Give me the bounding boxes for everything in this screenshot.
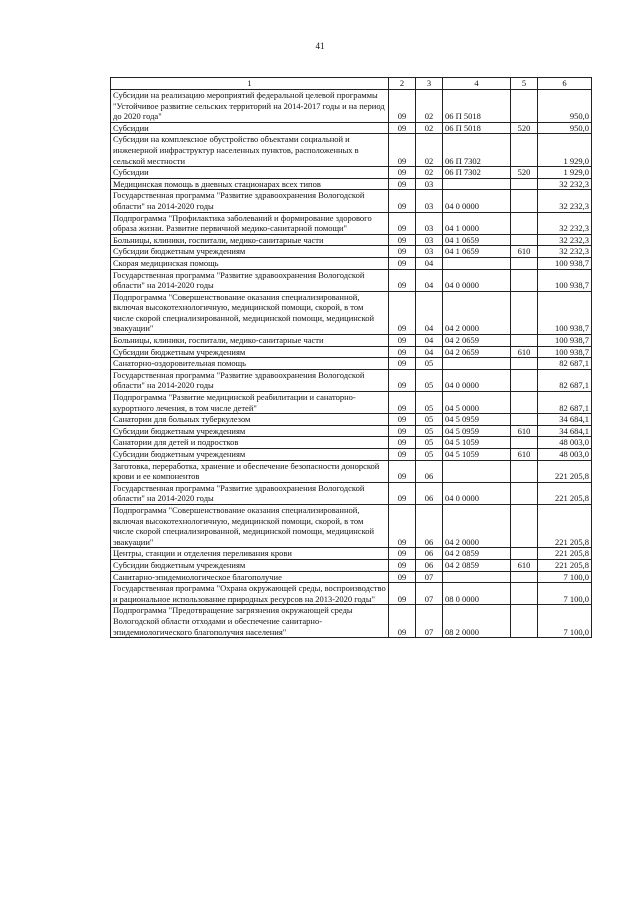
row-target-article: 04 2 0659 — [443, 346, 511, 358]
page-number: 41 — [315, 41, 325, 51]
row-amount: 32 232,3 — [538, 190, 592, 212]
row-amount: 82 687,1 — [538, 369, 592, 391]
row-expense-type — [511, 291, 538, 334]
row-expense-type: 520 — [511, 122, 538, 134]
row-target-article: 08 2 0000 — [443, 605, 511, 638]
row-target-article: 04 2 0000 — [443, 504, 511, 547]
row-name: Санатории для больных туберкулезом — [111, 414, 389, 426]
row-section: 09 — [389, 134, 416, 167]
row-amount: 32 232,3 — [538, 234, 592, 246]
row-target-article: 04 2 0859 — [443, 559, 511, 571]
row-expense-type — [511, 605, 538, 638]
row-amount: 34 684,1 — [538, 425, 592, 437]
row-expense-type — [511, 369, 538, 391]
row-amount: 100 938,7 — [538, 257, 592, 269]
row-target-article: 04 2 0000 — [443, 291, 511, 334]
table-row — [111, 346, 592, 358]
row-name: Больницы, клиники, госпитали, медико-санитарные части — [111, 234, 389, 246]
table-row — [111, 548, 592, 560]
row-subsection: 07 — [416, 605, 443, 638]
row-target-article: 06 П 7302 — [443, 167, 511, 179]
row-expense-type — [511, 90, 538, 123]
row-expense-type — [511, 190, 538, 212]
table-row — [111, 425, 592, 437]
row-name: Больницы, клиники, госпитали, медико-санитарные части — [111, 335, 389, 347]
row-section: 09 — [389, 257, 416, 269]
row-section: 09 — [389, 414, 416, 426]
table-row — [111, 583, 592, 605]
row-subsection: 02 — [416, 90, 443, 123]
row-amount: 950,0 — [538, 90, 592, 123]
row-expense-type — [511, 234, 538, 246]
table-row — [111, 414, 592, 426]
row-name: Подпрограмма "Профилактика заболеваний и формирование здорового образа жизни. Развитие первичной медико-санитарной помощи" — [111, 212, 389, 234]
row-section: 09 — [389, 548, 416, 560]
row-name: Скорая медицинская помощь — [111, 257, 389, 269]
row-name: Санатории для детей и подростков — [111, 437, 389, 449]
row-section: 09 — [389, 571, 416, 583]
row-section: 09 — [389, 167, 416, 179]
row-subsection: 06 — [416, 504, 443, 547]
table-row — [111, 392, 592, 414]
row-subsection: 03 — [416, 212, 443, 234]
row-expense-type: 520 — [511, 167, 538, 179]
row-name: Субсидии бюджетным учреждениям — [111, 425, 389, 437]
row-name: Субсидии — [111, 167, 389, 179]
row-target-article: 04 1 0659 — [443, 246, 511, 258]
row-amount: 82 687,1 — [538, 358, 592, 370]
row-name: Субсидии на комплексное обустройство объектами социальной и инженерной инфраструктур населенных пунктов, расположенных в сельской местности — [111, 134, 389, 167]
table-body — [111, 90, 592, 638]
row-target-article — [443, 358, 511, 370]
row-expense-type — [511, 178, 538, 190]
row-target-article: 06 П 5018 — [443, 90, 511, 123]
header-row — [111, 78, 592, 90]
row-target-article — [443, 571, 511, 583]
table-row — [111, 605, 592, 638]
row-expense-type — [511, 583, 538, 605]
table-row — [111, 482, 592, 504]
row-name: Подпрограмма "Совершенствование оказания специализированной, включая высокотехнологичную, медицинской помощи, скорой, в том числе скорой специализированной, медицинской помощи, медицинской эвакуации" — [111, 504, 389, 547]
row-section: 09 — [389, 212, 416, 234]
table-row — [111, 559, 592, 571]
row-amount: 7 100,0 — [538, 605, 592, 638]
row-section: 09 — [389, 559, 416, 571]
header-col-1: 1 — [111, 78, 389, 90]
table-row — [111, 178, 592, 190]
row-amount: 100 938,7 — [538, 291, 592, 334]
table-row — [111, 291, 592, 334]
row-section: 09 — [389, 460, 416, 482]
row-section: 09 — [389, 346, 416, 358]
row-target-article: 04 5 0959 — [443, 425, 511, 437]
row-amount: 100 938,7 — [538, 346, 592, 358]
header-col-5: 5 — [511, 78, 538, 90]
row-name: Субсидии на реализацию мероприятий федеральной целевой программы "Устойчивое развитие сельских территорий на 2014-2017 годы и на период до 2020 года" — [111, 90, 389, 123]
row-section: 09 — [389, 392, 416, 414]
row-section: 09 — [389, 482, 416, 504]
row-subsection: 04 — [416, 346, 443, 358]
row-target-article: 04 1 0000 — [443, 212, 511, 234]
row-amount: 221 205,8 — [538, 504, 592, 547]
row-expense-type — [511, 335, 538, 347]
row-subsection: 03 — [416, 246, 443, 258]
row-section: 09 — [389, 425, 416, 437]
row-name: Центры, станции и отделения переливания крови — [111, 548, 389, 560]
row-subsection: 05 — [416, 437, 443, 449]
row-amount: 48 003,0 — [538, 449, 592, 461]
row-target-article: 08 0 0000 — [443, 583, 511, 605]
row-expense-type — [511, 437, 538, 449]
row-expense-type: 610 — [511, 346, 538, 358]
row-amount: 100 938,7 — [538, 335, 592, 347]
table-row — [111, 190, 592, 212]
row-amount: 34 684,1 — [538, 414, 592, 426]
table-row — [111, 449, 592, 461]
table-row — [111, 335, 592, 347]
row-name: Субсидии бюджетным учреждениям — [111, 346, 389, 358]
row-name: Субсидии бюджетным учреждениям — [111, 449, 389, 461]
row-section: 09 — [389, 369, 416, 391]
table-row — [111, 504, 592, 547]
row-section: 09 — [389, 358, 416, 370]
row-name: Медицинская помощь в дневных стационарах всех типов — [111, 178, 389, 190]
row-name: Подпрограмма "Совершенствование оказания специализированной, включая высокотехнологичную, медицинской помощи, скорой, в том числе скорой специализированной, медицинской помощи, медицинской эвакуации" — [111, 291, 389, 334]
row-target-article: 04 2 0859 — [443, 548, 511, 560]
row-expense-type — [511, 414, 538, 426]
row-target-article: 04 0 0000 — [443, 482, 511, 504]
row-subsection: 07 — [416, 583, 443, 605]
row-amount: 1 929,0 — [538, 167, 592, 179]
row-subsection: 03 — [416, 190, 443, 212]
table-row — [111, 90, 592, 123]
row-subsection: 06 — [416, 460, 443, 482]
row-expense-type — [511, 392, 538, 414]
row-target-article: 04 2 0659 — [443, 335, 511, 347]
row-expense-type — [511, 571, 538, 583]
row-target-article — [443, 257, 511, 269]
row-amount: 7 100,0 — [538, 571, 592, 583]
row-subsection: 04 — [416, 257, 443, 269]
row-section: 09 — [389, 504, 416, 547]
row-name: Подпрограмма "Развитие медицинской реабилитации и санаторно-курортного лечения, в том числе детей" — [111, 392, 389, 414]
row-expense-type: 610 — [511, 559, 538, 571]
row-name: Государственная программа "Охрана окружающей среды, воспроизводство и рациональное использование природных ресурсов на 2013-2020 годы" — [111, 583, 389, 605]
table-row — [111, 460, 592, 482]
row-expense-type: 610 — [511, 449, 538, 461]
row-section: 09 — [389, 178, 416, 190]
row-name: Субсидии бюджетным учреждениям — [111, 246, 389, 258]
row-amount: 100 938,7 — [538, 269, 592, 291]
row-target-article — [443, 460, 511, 482]
row-target-article: 04 1 0659 — [443, 234, 511, 246]
row-target-article: 04 5 0000 — [443, 392, 511, 414]
row-target-article: 04 0 0000 — [443, 190, 511, 212]
row-name: Государственная программа "Развитие здравоохранения Вологодской области" на 2014-2020 годы — [111, 482, 389, 504]
table-row — [111, 167, 592, 179]
row-amount: 221 205,8 — [538, 548, 592, 560]
table-row — [111, 122, 592, 134]
row-name: Государственная программа "Развитие здравоохранения Вологодской области" на 2014-2020 годы — [111, 369, 389, 391]
row-amount: 221 205,8 — [538, 482, 592, 504]
row-expense-type — [511, 212, 538, 234]
row-amount: 7 100,0 — [538, 583, 592, 605]
row-amount: 950,0 — [538, 122, 592, 134]
row-name: Государственная программа "Развитие здравоохранения Вологодской области" на 2014-2020 годы — [111, 269, 389, 291]
header-col-2: 2 — [389, 78, 416, 90]
row-section: 09 — [389, 234, 416, 246]
row-expense-type — [511, 504, 538, 547]
row-name: Санаторно-оздоровительная помощь — [111, 358, 389, 370]
row-amount: 82 687,1 — [538, 392, 592, 414]
table-row — [111, 234, 592, 246]
table-row — [111, 212, 592, 234]
header-col-3: 3 — [416, 78, 443, 90]
row-subsection: 05 — [416, 358, 443, 370]
row-section: 09 — [389, 190, 416, 212]
table-row — [111, 257, 592, 269]
row-target-article: 04 0 0000 — [443, 369, 511, 391]
row-target-article: 04 0 0000 — [443, 269, 511, 291]
row-amount: 32 232,3 — [538, 246, 592, 258]
row-name: Государственная программа "Развитие здравоохранения Вологодской области" на 2014-2020 годы — [111, 190, 389, 212]
row-subsection: 02 — [416, 134, 443, 167]
row-subsection: 03 — [416, 234, 443, 246]
table-row — [111, 571, 592, 583]
table-row — [111, 134, 592, 167]
row-subsection: 05 — [416, 369, 443, 391]
budget-table — [110, 77, 592, 638]
row-subsection: 02 — [416, 122, 443, 134]
row-amount: 221 205,8 — [538, 460, 592, 482]
row-section: 09 — [389, 437, 416, 449]
row-amount: 32 232,3 — [538, 178, 592, 190]
row-subsection: 06 — [416, 482, 443, 504]
row-expense-type: 610 — [511, 425, 538, 437]
row-section: 09 — [389, 583, 416, 605]
row-expense-type — [511, 134, 538, 167]
row-subsection: 02 — [416, 167, 443, 179]
row-expense-type: 610 — [511, 246, 538, 258]
row-subsection: 05 — [416, 392, 443, 414]
row-subsection: 04 — [416, 291, 443, 334]
table-row — [111, 369, 592, 391]
header-col-6: 6 — [538, 78, 592, 90]
row-target-article: 06 П 7302 — [443, 134, 511, 167]
row-expense-type — [511, 358, 538, 370]
row-section: 09 — [389, 269, 416, 291]
row-amount: 32 232,3 — [538, 212, 592, 234]
row-target-article: 04 5 1059 — [443, 437, 511, 449]
row-target-article: 04 5 0959 — [443, 414, 511, 426]
table-row — [111, 358, 592, 370]
row-section: 09 — [389, 90, 416, 123]
row-expense-type — [511, 548, 538, 560]
table-row — [111, 269, 592, 291]
row-name: Субсидии — [111, 122, 389, 134]
row-section: 09 — [389, 122, 416, 134]
row-subsection: 05 — [416, 425, 443, 437]
row-section: 09 — [389, 449, 416, 461]
row-subsection: 07 — [416, 571, 443, 583]
row-subsection: 04 — [416, 269, 443, 291]
row-section: 09 — [389, 605, 416, 638]
table-row — [111, 437, 592, 449]
row-subsection: 04 — [416, 335, 443, 347]
row-section: 09 — [389, 246, 416, 258]
row-subsection: 03 — [416, 178, 443, 190]
row-subsection: 06 — [416, 548, 443, 560]
row-target-article — [443, 178, 511, 190]
row-name: Санитарно-эпидемиологическое благополучие — [111, 571, 389, 583]
table-row — [111, 246, 592, 258]
row-target-article: 04 5 1059 — [443, 449, 511, 461]
row-amount: 48 003,0 — [538, 437, 592, 449]
row-subsection: 05 — [416, 449, 443, 461]
row-expense-type — [511, 482, 538, 504]
row-amount: 221 205,8 — [538, 559, 592, 571]
row-section: 09 — [389, 335, 416, 347]
row-amount: 1 929,0 — [538, 134, 592, 167]
row-expense-type — [511, 460, 538, 482]
row-target-article: 06 П 5018 — [443, 122, 511, 134]
row-name: Подпрограмма "Предотвращение загрязнения окружающей среды Вологодской области отходами и обеспечение санитарно-эпидемиологического благополучия населения" — [111, 605, 389, 638]
row-name: Субсидии бюджетным учреждениям — [111, 559, 389, 571]
row-subsection: 06 — [416, 559, 443, 571]
row-name: Заготовка, переработка, хранение и обеспечение безопасности донорской крови и ее компонентов — [111, 460, 389, 482]
row-expense-type — [511, 269, 538, 291]
row-section: 09 — [389, 291, 416, 334]
row-expense-type — [511, 257, 538, 269]
row-subsection: 05 — [416, 414, 443, 426]
header-col-4: 4 — [443, 78, 511, 90]
